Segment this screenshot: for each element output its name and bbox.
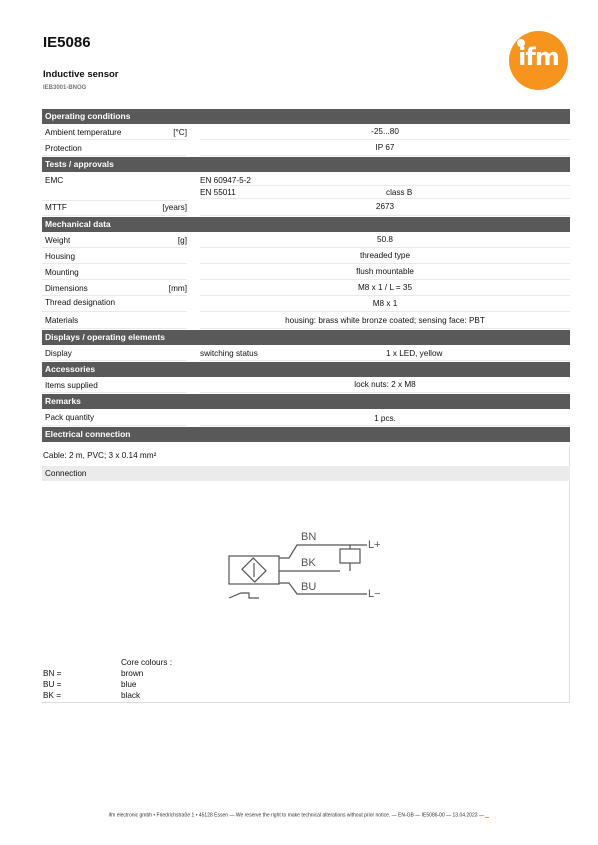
wire-label-bu: BU (301, 581, 317, 593)
product-title: IE5086 (43, 34, 91, 51)
row-value: IP 67 (375, 143, 395, 152)
row-value: 50.8 (377, 235, 393, 244)
product-subtitle: Inductive sensor (43, 69, 119, 80)
row-label: Dimensions (45, 284, 88, 293)
product-code: IEB3001-BNOG (43, 85, 87, 91)
spec-table (42, 109, 570, 443)
row-ambient-temperature (42, 125, 570, 141)
row-label: Housing (45, 252, 76, 261)
row-items-supplied (42, 378, 570, 394)
row-label: Display (45, 349, 72, 358)
core-colour: blue (121, 680, 137, 689)
row-unit: [mm] (168, 284, 187, 293)
row-mttf (42, 200, 570, 217)
core-code: BN = (43, 669, 62, 678)
row-value: switching status (200, 349, 258, 358)
row-value: 1 x LED, yellow (386, 349, 443, 358)
cable-spec: Cable: 2 m, PVC; 3 x 0.14 mm² (43, 451, 157, 460)
row-pack-quantity (42, 410, 570, 427)
row-label: Weight (45, 236, 71, 245)
row-label: Mounting (45, 268, 79, 277)
row-value: 2673 (375, 202, 395, 211)
row-value: M8 x 1 (372, 299, 398, 308)
row-mounting (42, 265, 570, 281)
row-emc-2 (42, 187, 570, 200)
row-value: flush mountable (356, 267, 414, 276)
row-value: M8 x 1 / L = 35 (357, 283, 413, 292)
wire-label-bk: BK (301, 557, 316, 569)
row-value: -25...80 (371, 127, 399, 136)
row-value: lock nuts: 2 x M8 (354, 380, 416, 389)
terminal-l-plus: L+ (368, 539, 381, 551)
row-value: housing: brass white bronze coated; sensing face: PBT (285, 316, 485, 325)
footer-text: ifm electronic gmbh • Friedrichstraße 1 • 45128 Essen — We reserve the right to make technical alterations without prior notice. — EN-GB — IE5086-00 — 13.04.2023 — (108, 812, 484, 819)
row-value: class B (386, 188, 413, 197)
row-display (42, 346, 570, 362)
row-label: Pack quantity (45, 413, 95, 422)
row-label: EMC (45, 176, 64, 185)
core-colours-title: Core colours : (121, 658, 172, 667)
row-emc (42, 173, 570, 187)
core-colour: brown (121, 669, 144, 678)
connection-label: Connection (45, 469, 87, 478)
load-symbol (340, 549, 360, 563)
section-remarks: Remarks (42, 394, 570, 409)
row-unit: [°C] (173, 128, 187, 137)
row-unit: [g] (177, 236, 187, 245)
ifm-logo (509, 31, 568, 90)
footer (0, 812, 598, 818)
core-colour: black (121, 691, 141, 700)
row-label: MTTF (45, 203, 67, 212)
logo-text: ifm (518, 43, 559, 71)
terminal-l-minus: L− (368, 588, 381, 600)
row-label: Materials (45, 316, 79, 325)
row-value: 1 pcs. (374, 414, 396, 423)
row-thread-designation (42, 297, 570, 313)
section-electrical-connection: Electrical connection (42, 427, 570, 442)
section-mechanical-data: Mechanical data (42, 217, 570, 232)
section-accessories: Accessories (42, 362, 570, 377)
row-housing (42, 249, 570, 265)
section-operating-conditions: Operating conditions (42, 109, 570, 124)
row-value: EN 55011 (200, 188, 236, 197)
row-weight (42, 233, 570, 249)
row-protection (42, 141, 570, 157)
row-materials (42, 313, 570, 330)
section-tests-approvals: Tests / approvals (42, 157, 570, 172)
wiring-diagram (225, 525, 395, 605)
row-label: Protection (45, 144, 82, 153)
row-label: Items supplied (45, 381, 98, 390)
core-code: BK = (43, 691, 61, 700)
wire-label-bn: BN (301, 531, 317, 543)
row-value: EN 60947-5-2 (200, 176, 251, 185)
row-label: Ambient temperature (45, 128, 122, 137)
row-label: Thread designation (45, 298, 116, 307)
row-unit: [years] (162, 203, 187, 212)
row-value: threaded type (359, 251, 411, 260)
connection-bar (42, 466, 570, 481)
row-dimensions (42, 281, 570, 297)
section-displays: Displays / operating elements (42, 330, 570, 345)
page-link-icon[interactable] (485, 812, 489, 818)
core-code: BU = (43, 680, 62, 689)
